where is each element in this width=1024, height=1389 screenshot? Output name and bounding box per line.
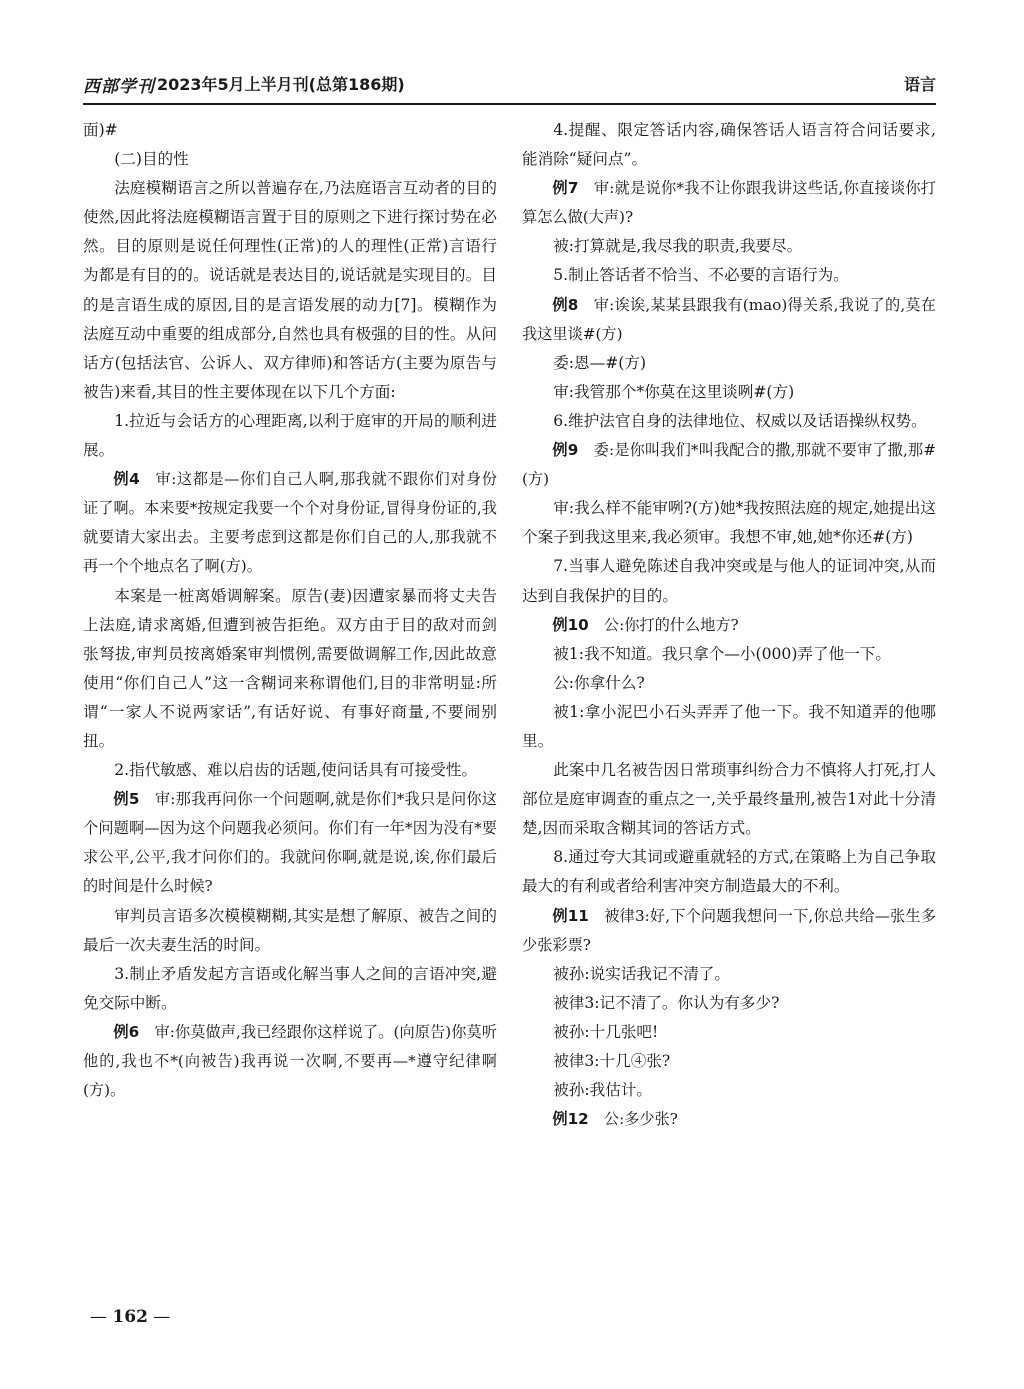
body-paragraph [522,407,936,436]
body-paragraph [522,843,936,901]
body-paragraph [522,756,936,843]
body-paragraph [522,1076,936,1105]
example-number: 例8 [552,295,579,314]
body-paragraph [83,116,497,145]
example-number: 例12 [552,1110,589,1129]
paragraph-text: 法庭模糊语言之所以普遍存在,乃法庭语言互动者的目的使然,因此将法庭模糊语言置于目的原则之下进行探讨势在必然。目的原则是说任何理性(正常)的人的理性(正常)言语行为都是有目的的。说话就是表达目的,说话就是实现目的。目的是言语生成的原因,目的是言语发展的动力[7]。模糊作为法庭互动中重要的组成部分,自然也具有极强的目的性。从问话方(包括法官、公诉人、双方律师)和答话方(主要为原告与被告)来看,其目的性主要体现在以下几个方面: [83,179,497,401]
paragraph-text: 面)# [83,121,118,139]
body-paragraph [83,174,497,407]
body-paragraph [522,378,936,407]
example-number: 例11 [552,906,589,925]
paragraph-text: 7.当事人避免陈述自我冲突或是与他人的证词冲突,从而达到自我保护的目的。 [522,557,936,605]
paragraph-text: 被孙:说实话我记不清了。 [553,964,730,983]
paragraph-text: 审:这都是—你们自己人啊,那我就不跟你们对身份证了啊。本来要*按规定我要一个个对身份证,冒得身份证的,我就要请大家出去。主要考虑到这都是你们自己的人,那我就不再一个个地点名了啊(方)。 [83,470,497,576]
body-paragraph [522,116,936,174]
paragraph-text: 2.指代敏感、难以启齿的话题,使问话具有可接受性。 [114,761,478,780]
paragraph-text: 审:我管那个*你莫在这里谈咧#(方) [553,382,795,401]
body-paragraph [83,960,497,1018]
paragraph-text: 审判员言语多次模模糊糊,其实是想了解原、被告之间的最后一次夫妻生活的时间。 [83,906,497,954]
paragraph-text: 8.通过夸大其词或避重就轻的方式,在策略上为自己争取最大的有利或者给利害冲突方制造最大的不利。 [522,848,936,896]
body-paragraph [522,494,936,552]
paragraph-text: 4.提醒、限定答话内容,确保答话人语言符合问话要求,能消除“疑问点”。 [522,121,936,169]
paragraph-text: 被律3:记不清了。你认为有多少? [553,993,780,1012]
example-paragraph [83,785,497,901]
paragraph-text: 审:诶诶,某某县跟我有(mao)得关系,我说了的,莫在我这里谈#(方) [522,295,936,343]
paragraph-text: 5.制止答话者不恰当、不必要的言语行为。 [553,266,849,285]
right-column [522,116,936,1134]
body-paragraph [522,1018,936,1047]
issue-info: 2023年5月上半月刊(总第186期) [157,75,405,94]
paragraph-text: 此案中几名被告因日常琐事纠纷合力不慎将人打死,打人部位是庭审调查的重点之一,关乎最终量刑,被告1对此十分清楚,因而采取含糊其词的答话方式。 [522,761,936,838]
body-paragraph [522,960,936,989]
section-label: 语言 [903,75,936,94]
example-number: 例10 [552,615,589,634]
body-paragraph [522,989,936,1018]
paragraph-text: 审:就是说你*我不让你跟我讲这些话,你直接谈你打算怎么做(大声)? [522,179,936,227]
paragraph-text: 委:恩—#(方) [553,353,647,372]
example-paragraph [83,1018,497,1105]
example-number: 例5 [113,790,140,809]
example-number: 例7 [552,179,579,198]
paragraph-text: 6.维护法官自身的法律地位、权威以及话语操纵权势。 [553,411,927,430]
paragraph-text: 被律3:好,下个问题我想问一下,你总共给—张生多少张彩票? [522,906,937,954]
paragraph-text: 被孙:十几张吧! [553,1022,659,1041]
body-paragraph [522,349,936,378]
page-number-value: 162 [112,1307,148,1327]
example-number: 例6 [113,1022,140,1041]
body-paragraph [83,407,497,465]
left-column [83,116,497,1105]
paragraph-text: 被孙:我估计。 [553,1081,653,1100]
paragraph-text: (二)目的性 [114,150,189,169]
paragraph-text: 3.制止矛盾发起方言语或化解当事人之间的言语冲突,避免交际中断。 [83,964,497,1012]
paragraph-text: 被1:拿小泥巴小石头弄弄了他一下。我不知道弄的他哪里。 [522,702,936,750]
paragraph-text: 被1:我不知道。我只拿个—小(000)弄了他一下。 [553,644,891,663]
paragraph-text: 委:是你叫我们*叫我配合的撒,那就不要审了撒,那#(方) [522,441,936,489]
paragraph-text: 被:打算就是,我尽我的职责,我要尽。 [553,237,803,256]
body-paragraph [522,640,936,669]
paragraph-text: 被律3:十几④张? [553,1052,671,1070]
body-paragraph [83,902,497,960]
paragraph-text: 公:你打的什么地方? [603,615,739,634]
body-paragraph [522,669,936,698]
body-paragraph [522,261,936,290]
paragraph-text: 审:那我再问你一个问题啊,就是你们*我只是问你这个问题啊—因为这个问题我必须问。你们有一年*因为没有*要求公平,公平,我才问你们的。我就问你啊,就是说,诶,你们最后的时间是什么时候? [83,790,497,896]
paragraph-text: 公:多少张? [603,1110,678,1129]
page-number: — 162 — [90,1307,171,1327]
header-rule [83,103,936,105]
running-header [83,72,936,100]
body-paragraph [83,145,497,174]
example-paragraph [522,1105,936,1134]
paragraph-text: 本案是一桩离婚调解案。原告(妻)因遭家暴而将丈夫告上法庭,请求离婚,但遭到被告拒绝。双方由于目的敌对而剑张弩拔,审判员按离婚案审判惯例,需要做调解工作,因此故意使用“你们自己人”这一含糊词来称谓他们,目的非常明显:所谓“一家人不说两家话”,有话好说、有事好商量,不要闹别扭。 [83,586,497,750]
paragraph-text: 公:你拿什么? [553,673,645,692]
example-paragraph [522,174,936,232]
paragraph-text: 1.拉近与会话方的心理距离,以利于庭审的开局的顺利进展。 [83,411,497,460]
body-paragraph [522,698,936,756]
example-number: 例9 [552,441,579,460]
example-paragraph [83,465,497,581]
paragraph-text: 审:你莫做声,我已经跟你这样说了。(向原告)你莫听他的,我也不*(向被告)我再说一次啊,不要再—*遵守纪律啊(方)。 [83,1022,498,1100]
example-paragraph [522,436,936,494]
body-paragraph [522,232,936,261]
body-paragraph [522,1047,936,1076]
example-paragraph [522,902,936,960]
example-paragraph [522,611,936,640]
example-paragraph [522,291,936,349]
body-paragraph [83,582,497,757]
paragraph-text: 审:我么样不能审咧?(方)她*我按照法庭的规定,她提出这个案子到我这里来,我必须审。我想不审,她,她*你还#(方) [522,499,936,547]
journal-logo: 西部学刊 [83,77,155,97]
body-paragraph [522,552,936,610]
body-paragraph [83,756,497,785]
example-number: 例4 [113,470,140,489]
